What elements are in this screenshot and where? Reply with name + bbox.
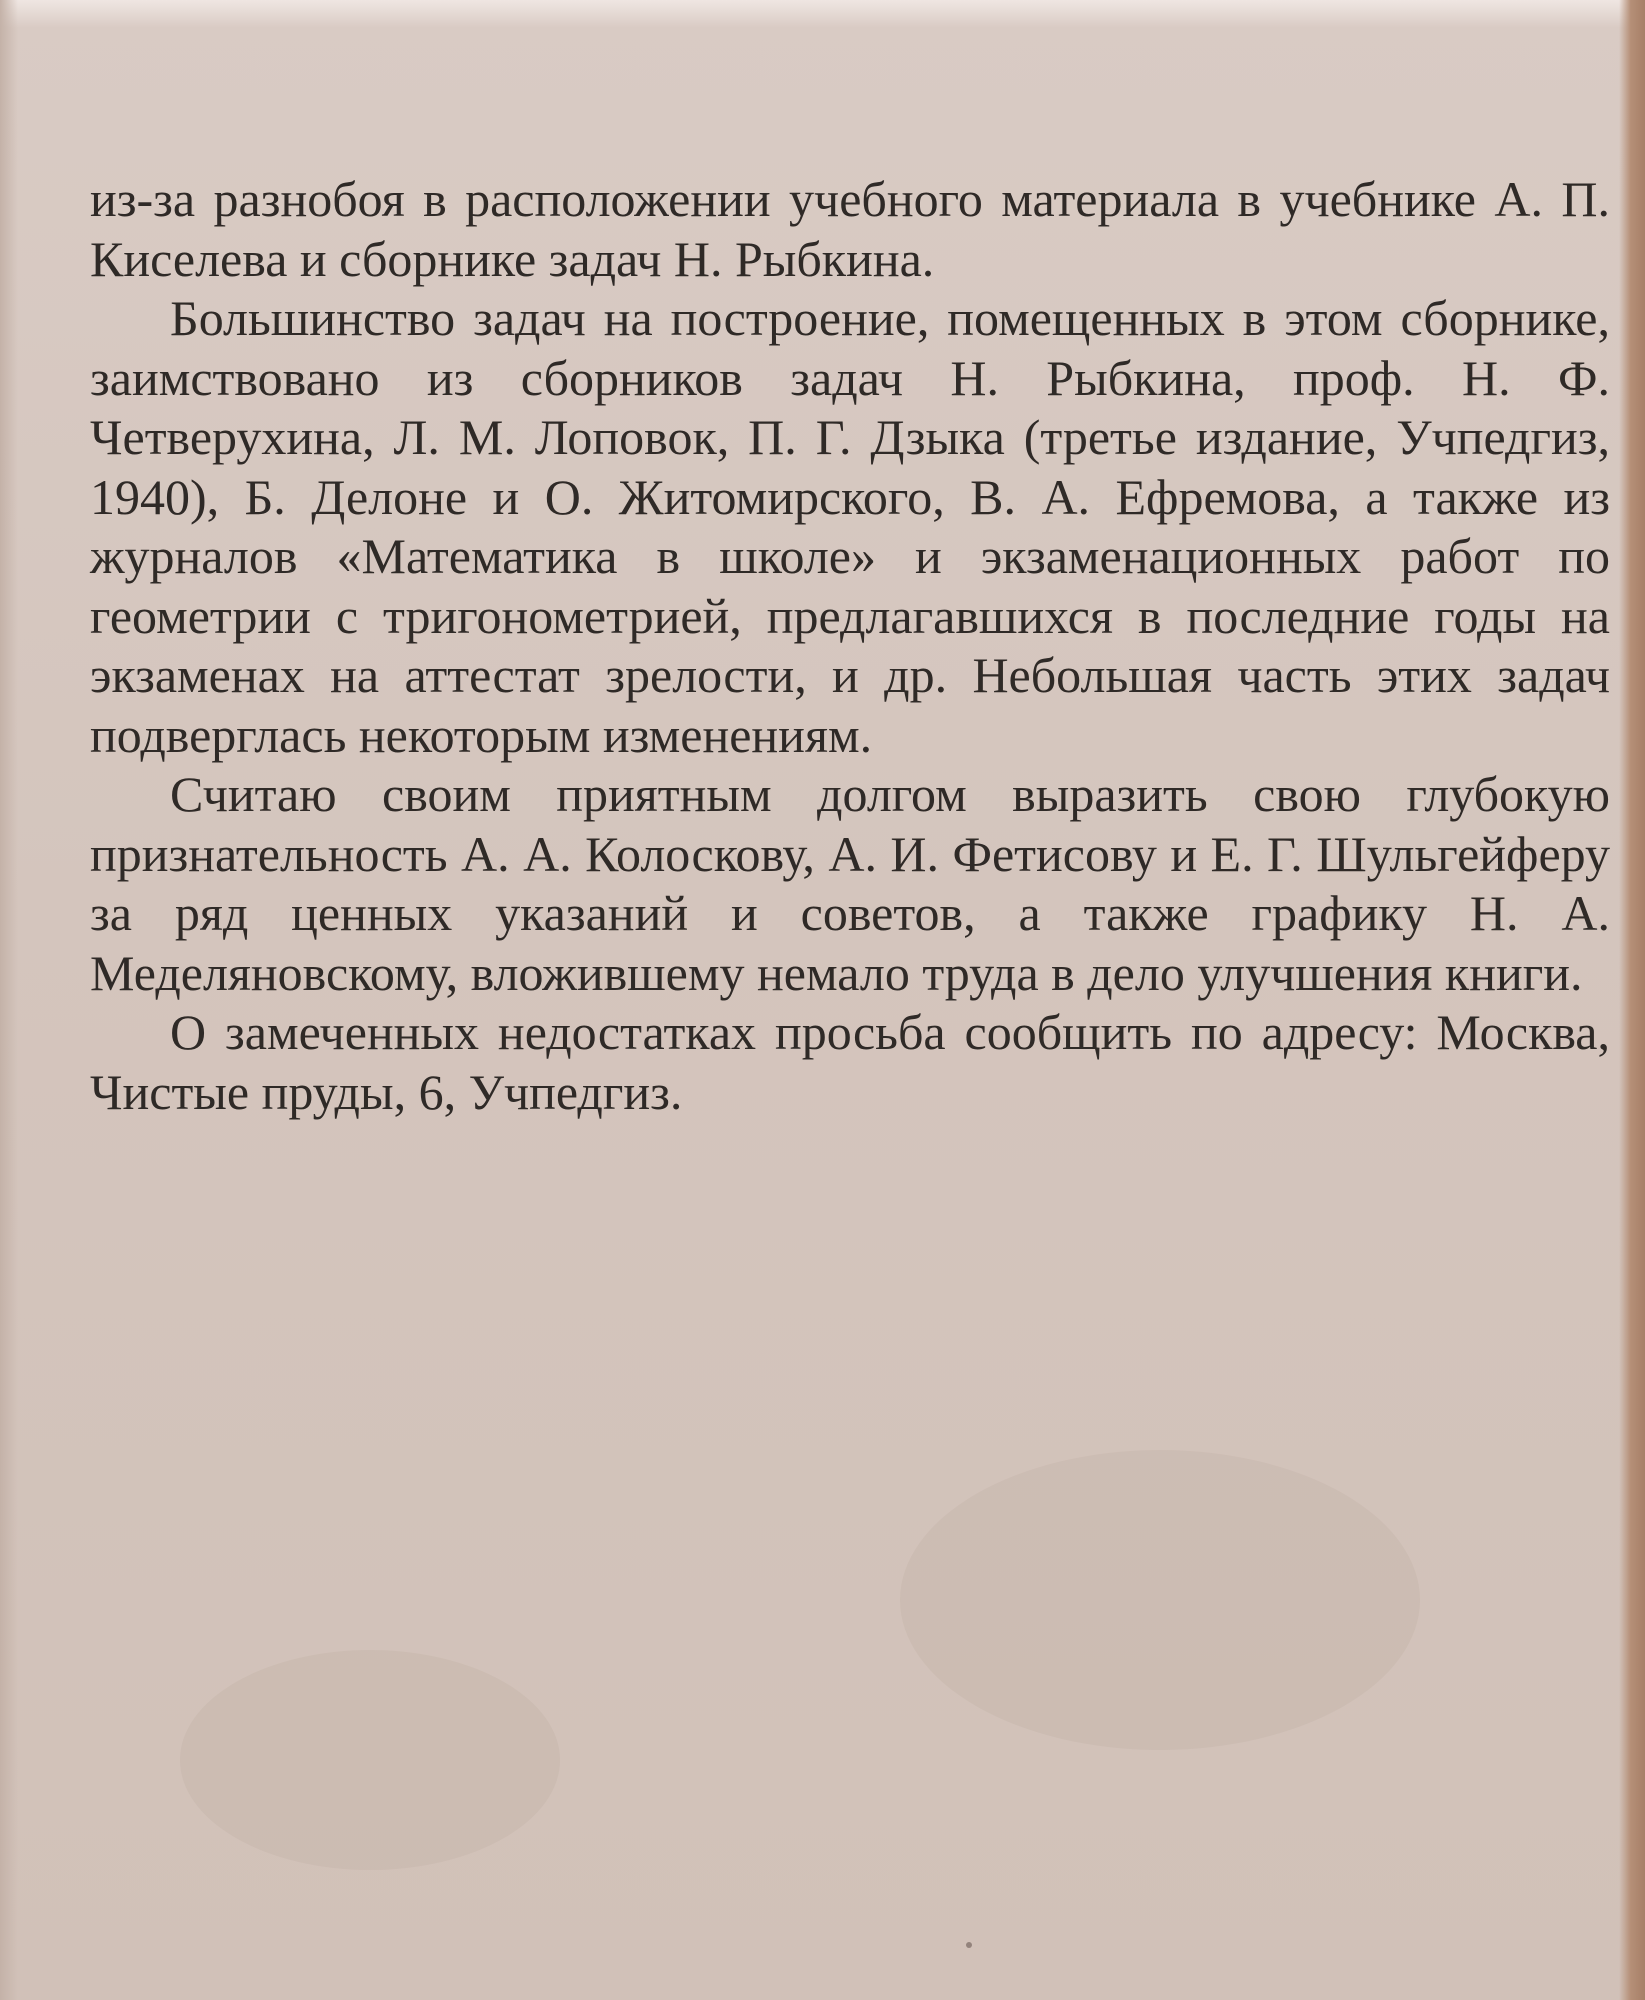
paper-speck <box>966 1942 972 1948</box>
paragraph-sources: Большинство задач на построение, помещенных в этом сборнике, заимствовано из сборников задач Н. Рыбкина, проф. Н. Ф. Четверухина, Л. М. Лоповок, П. Г. Дзыка (третье издание, Учпедгиз, 1940), Б. Делоне и О. Житомирского, В. А. Ефремова, а также из журналов «Математика в школе» и экзаменационных работ по геометрии с тригонометрией, предлагавшихся в последние годы на экзаменах на аттестат зрелости, и др. Небольшая часть этих задач подверглась некоторым изменениям. <box>90 290 1610 763</box>
page-right-edge <box>1619 0 1645 2000</box>
body-text <box>90 170 1610 1122</box>
paragraph-continuation: из-за разнобоя в расположении учебного материала в учебнике А. П. Киселева и сборнике задач Н. Рыбкина. <box>90 171 1610 287</box>
paper-stain <box>900 1450 1420 1750</box>
paragraph-acknowledgements: Считаю своим приятным долгом выразить свою глубокую признательность А. А. Колоскову, А. И. Фетисову и Е. Г. Шульгейферу за ряд ценных указаний и советов, а также графику Н. А. Меделяновскому, вложившему немало труда в дело улучшения книги. <box>90 766 1610 1001</box>
paper-stain <box>180 1650 560 1870</box>
paragraph-feedback-address: О замеченных недостатках просьба сообщить по адресу: Москва, Чистые пруды, 6, Учпедгиз. <box>90 1004 1610 1120</box>
page-top-shadow <box>0 0 1645 28</box>
page-left-edge <box>0 0 18 2000</box>
